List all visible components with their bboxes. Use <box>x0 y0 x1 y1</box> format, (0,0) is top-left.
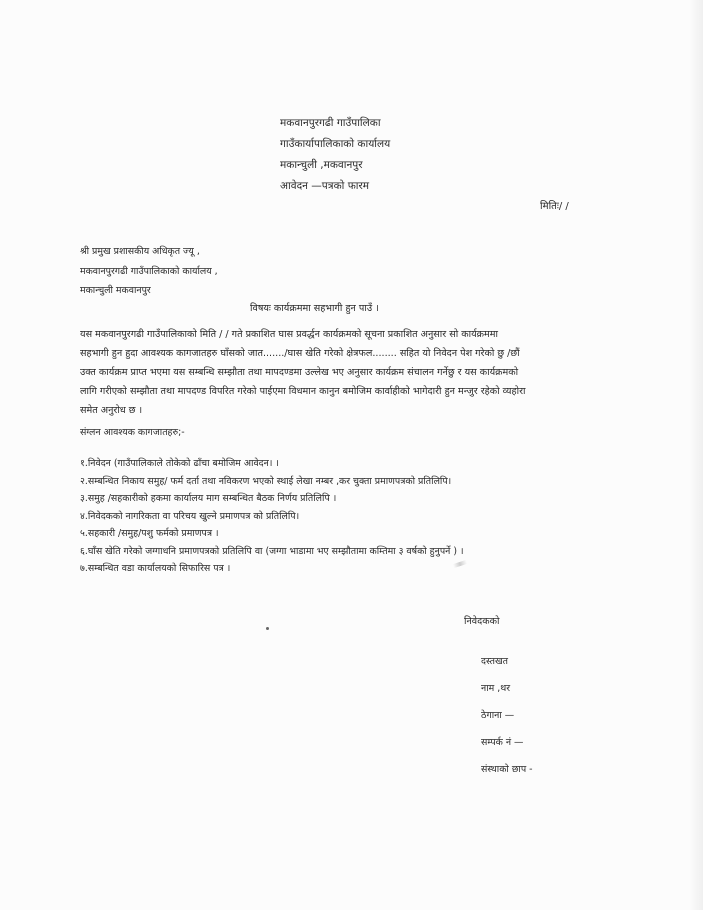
body-line: समेत अनुरोध छ । <box>80 405 143 416</box>
form-title: आवेदन —पत्रको फारम <box>280 180 370 192</box>
attachment-item: ६.घाँस खेति गरेको जग्गाधनि प्रमाणपत्रको प्रतिलिपि वा (जग्गा भाडामा भए सम्झौतामा कम्तिमा ३ वर्षको हुनुपर्ने ) । <box>80 545 464 557</box>
attachments-list <box>80 455 464 578</box>
name-field: नाम ,थर <box>481 683 511 694</box>
applicant-heading: निवेदकको <box>464 616 500 627</box>
office-name: गाउँकार्यापालिकाको कार्यालय <box>280 138 391 150</box>
address-field: ठेगाना — <box>481 710 515 721</box>
contact-field: सम्पर्क नं — <box>481 737 524 748</box>
recipient-location: मकान्चुली मकवानपुर <box>80 285 151 296</box>
office-location: मकान्चुली ,मकवानपुर <box>280 159 363 171</box>
attachments-heading: संग्लन आवश्यक कागजातहरु;- <box>80 427 185 438</box>
recipient-title: श्री प्रमुख प्रशासकीय अधिकृत ज्यू , <box>80 246 200 257</box>
body-line: लागि गरीएको सम्झौता तथा मापदण्ड विपरित गरेको पाईएमा विधमान कानुन बमोजिम कार्वाहीको भागेदारी हुन मन्जुर रहेको व्यहोरा <box>80 386 526 397</box>
scan-speck <box>266 627 269 630</box>
municipality-name: मकवानपुरगढी गाउँपालिका <box>280 117 381 129</box>
applicant-details <box>481 648 533 783</box>
body-line: सहभागी हुन हुदा आवश्यक कागजातहरु घाँसको जात......./घास खेति गरेको क्षेत्रफल........ सहित यो निवेदन पेश गरेको छु /छौं <box>80 348 520 359</box>
body-line: यस मकवानपुरगढी गाउँपालिकाको मिति / / गते प्रकाशित घास प्रवर्द्धन कार्यक्रमको सूचना प्रकाशित अनुसार सो कार्यक्रममा <box>80 329 499 340</box>
attachment-item: ३.समुह /सहकारीको हकमा कार्यालय माग सम्बन्धित बैठक निर्णय प्रतिलिपि । <box>80 493 337 504</box>
subject-line: विषयः कार्यक्रममा सहभागी हुन पाउँ । <box>250 303 379 314</box>
attachment-item: ५.सहकारी /समुह/पशु फर्मको प्रमाणपत्र । <box>80 528 219 539</box>
stamp-field: संस्थाको छाप - <box>481 764 533 775</box>
scan-edge-shadow <box>689 0 703 910</box>
date-field: मितिः/ / <box>540 201 569 212</box>
attachment-item: ४.निवेदकको नागरिकता वा परिचय खुल्ने प्रमाणपत्र को प्रतिलिपि। <box>80 510 300 522</box>
attachment-item: २.सम्बन्धित निकाय समुह/ फर्म दर्ता तथा नविकरण भएको स्थाई लेखा नम्बर ,कर चुक्ता प्रमाणपत्रको प्रतिलिपि। <box>80 475 452 487</box>
attachment-item: ७.सम्बन्धित वडा कार्यालयको सिफारिस पत्र । <box>80 563 231 574</box>
attachment-item: १.निवेदन (गाउँपालिकाले तोकेको ढाँचा बमोजिम आवेदन। । <box>80 458 279 469</box>
signature-field: दस्तखत <box>481 656 508 667</box>
body-paragraph <box>80 325 635 420</box>
recipient-office: मकवानपुरगढी गाउँपालिकाको कार्यालय , <box>80 266 218 277</box>
body-line: उक्त कार्यक्रम प्राप्त भएमा यस सम्बन्धि सम्झौता तथा मापदण्डमा उल्लेख भए अनुसार कार्यक्रम संचालन गर्नेछु र यस कार्यक्रमको <box>80 367 519 378</box>
